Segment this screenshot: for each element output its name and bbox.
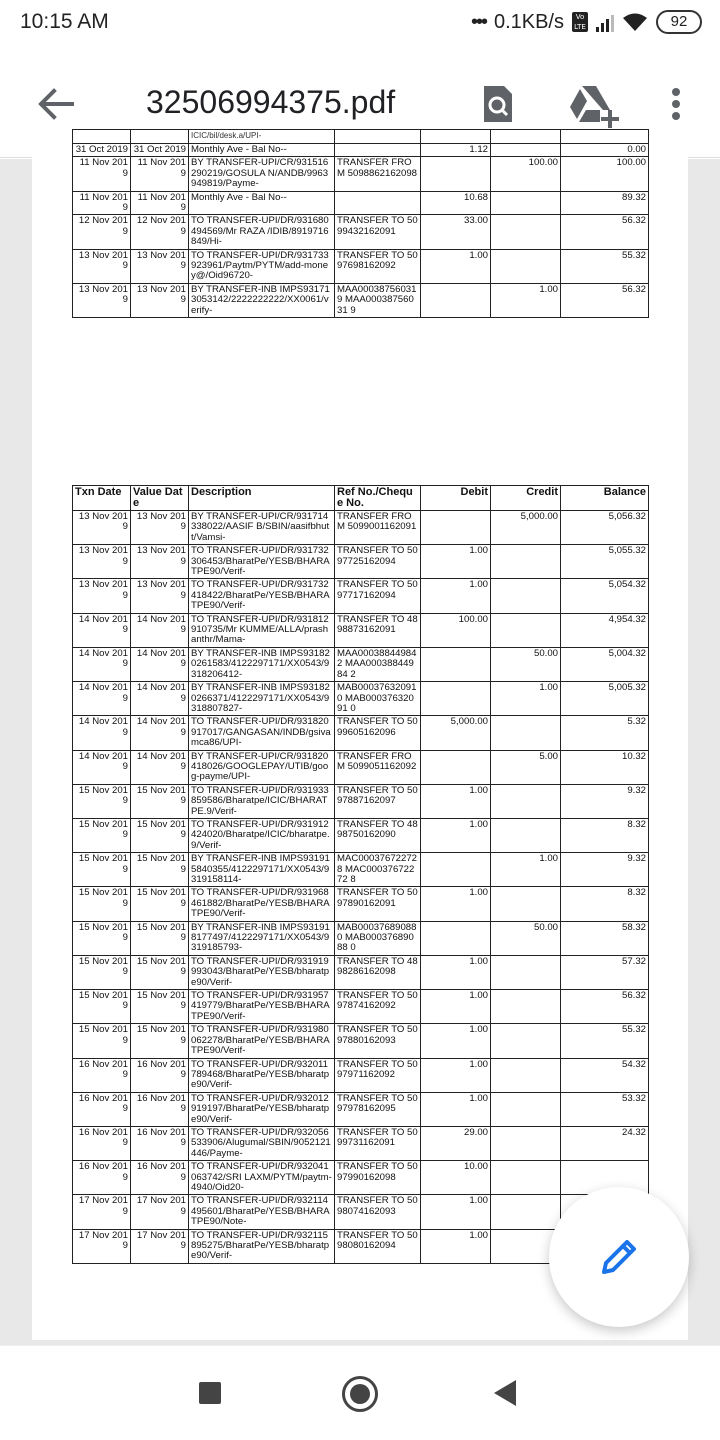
- table-row: [73, 750, 649, 784]
- ref-cell: TRANSFER TO 5099432162091: [335, 215, 421, 249]
- balance-cell: 9.32: [561, 784, 649, 818]
- header-txn-date: Txn Date: [73, 486, 131, 511]
- ref-cell: TRANSFER TO 5097725162094: [335, 545, 421, 579]
- table-row: [73, 647, 649, 681]
- ref-cell: MAB00037632091 0 MAB00037632091 0: [335, 682, 421, 716]
- value-date-cell: 14 Nov 2019: [131, 716, 189, 750]
- table-row: [73, 249, 649, 283]
- credit-cell: 1.00: [491, 853, 561, 887]
- table-row: [73, 283, 649, 317]
- txn-date-cell: 14 Nov 2019: [73, 613, 131, 647]
- txn-date-cell: 14 Nov 2019: [73, 750, 131, 784]
- debit-cell: [421, 750, 491, 784]
- balance-cell: 5,004.32: [561, 647, 649, 681]
- balance-cell: 5,056.32: [561, 511, 649, 545]
- statement-table-page-2: [72, 485, 649, 1264]
- table-row: [73, 955, 649, 989]
- debit-cell: 1.00: [421, 579, 491, 613]
- value-date-cell: 15 Nov 2019: [131, 1024, 189, 1058]
- balance-cell: 4,954.32: [561, 613, 649, 647]
- drive-add-icon[interactable]: [566, 80, 620, 128]
- table-row: [73, 990, 649, 1024]
- description-cell: TO TRANSFER-UPI/DR/932041063742/SRI LAXM/PYTM/paytm-4940/Oid20-: [189, 1161, 335, 1195]
- balance-cell: 8.32: [561, 887, 649, 921]
- table-row: [73, 157, 649, 191]
- balance-cell: 56.32: [561, 215, 649, 249]
- description-cell: TO TRANSFER-UPI/DR/931980062278/BharatPe/YESB/BHARATPE90/Verif-: [189, 1024, 335, 1058]
- value-date-cell: 16 Nov 2019: [131, 1126, 189, 1160]
- header-credit: Credit: [491, 486, 561, 511]
- txn-date-cell: 14 Nov 2019: [73, 647, 131, 681]
- table-row: [73, 887, 649, 921]
- debit-cell: [421, 647, 491, 681]
- debit-cell: 10.68: [421, 191, 491, 215]
- debit-cell: 1.00: [421, 249, 491, 283]
- ref-cell: TRANSFER TO 5097971162092: [335, 1058, 421, 1092]
- back-triangle-icon[interactable]: [494, 1380, 516, 1406]
- txn-date-cell: 16 Nov 2019: [73, 1126, 131, 1160]
- value-date-cell: 11 Nov 2019: [131, 157, 189, 191]
- debit-cell: 1.00: [421, 545, 491, 579]
- credit-cell: [491, 955, 561, 989]
- ref-cell: TRANSFER TO 4898873162091: [335, 613, 421, 647]
- description-cell: BY TRANSFER-INB IMPS931820261583/4122297171/XX0543/9318206412-: [189, 647, 335, 681]
- credit-cell: [491, 1161, 561, 1195]
- txn-date-cell: 31 Oct 2019: [73, 144, 131, 157]
- ref-cell: TRANSFER TO 5097887162097: [335, 784, 421, 818]
- description-cell: TO TRANSFER-UPI/DR/932056533906/Alugumal/SBIN/9052121446/Payme-: [189, 1126, 335, 1160]
- value-date-cell: 14 Nov 2019: [131, 613, 189, 647]
- ref-cell: TRANSFER TO 4898286162098: [335, 955, 421, 989]
- debit-cell: 1.00: [421, 1058, 491, 1092]
- table-row: [73, 853, 649, 887]
- description-cell: TO TRANSFER-UPI/DR/931912424020/Bharatpe/ICIC/bharatpe.9/Verif-: [189, 818, 335, 852]
- debit-cell: 1.00: [421, 1229, 491, 1263]
- txn-date-cell: 17 Nov 2019: [73, 1229, 131, 1263]
- table-row: [73, 921, 649, 955]
- ref-cell: [335, 191, 421, 215]
- description-cell: TO TRANSFER-UPI/DR/932012919197/BharatPe/YESB/bharatpe90/Verif-: [189, 1092, 335, 1126]
- table-row: [73, 818, 649, 852]
- balance-cell: 89.32: [561, 191, 649, 215]
- credit-cell: 1.00: [491, 283, 561, 317]
- debit-cell: [421, 283, 491, 317]
- header-value-date: Value Date: [131, 486, 189, 511]
- header-ref: Ref No./Cheque No.: [335, 486, 421, 511]
- table-row: [73, 1092, 649, 1126]
- credit-cell: [491, 579, 561, 613]
- value-date-cell: 15 Nov 2019: [131, 853, 189, 887]
- debit-cell: 1.00: [421, 818, 491, 852]
- value-date-cell: 13 Nov 2019: [131, 283, 189, 317]
- debit-cell: 5,000.00: [421, 716, 491, 750]
- description-cell: TO TRANSFER-UPI/DR/932114495601/BharatPe/YESB/BHARATPE90/Note-: [189, 1195, 335, 1229]
- balance-cell: 57.32: [561, 955, 649, 989]
- credit-cell: [491, 784, 561, 818]
- system-nav-bar: [0, 1345, 720, 1440]
- txn-date-cell: 13 Nov 2019: [73, 249, 131, 283]
- table-row: [73, 1058, 649, 1092]
- description-cell: BY TRANSFER-UPI/CR/931516290219/GOSULA N/ANDB/9963949819/Payme-: [189, 157, 335, 191]
- txn-date-cell: 17 Nov 2019: [73, 1195, 131, 1229]
- value-date-cell: 11 Nov 2019: [131, 191, 189, 215]
- table-row: [73, 579, 649, 613]
- credit-cell: [491, 1195, 561, 1229]
- credit-cell: 5.00: [491, 750, 561, 784]
- description-cell: TO TRANSFER-UPI/DR/931680494569/Mr RAZA /IDIB/8919716849/Hi-: [189, 215, 335, 249]
- debit-cell: [421, 921, 491, 955]
- value-date-cell: 14 Nov 2019: [131, 682, 189, 716]
- header-description: Description: [189, 486, 335, 511]
- table-row: [73, 1126, 649, 1160]
- cut-description: ICIC/bil/desk.a/UPI-: [189, 130, 335, 144]
- value-date-cell: 15 Nov 2019: [131, 887, 189, 921]
- txn-date-cell: 11 Nov 2019: [73, 157, 131, 191]
- table-row: [73, 1161, 649, 1195]
- ref-cell: TRANSFER TO 5099731162091: [335, 1126, 421, 1160]
- balance-cell: 5,054.32: [561, 579, 649, 613]
- debit-cell: [421, 682, 491, 716]
- balance-cell: 100.00: [561, 157, 649, 191]
- value-date-cell: 14 Nov 2019: [131, 647, 189, 681]
- table-row: [73, 613, 649, 647]
- txn-date-cell: 13 Nov 2019: [73, 545, 131, 579]
- debit-cell: 1.00: [421, 1195, 491, 1229]
- table-row: [73, 130, 649, 144]
- txn-date-cell: 13 Nov 2019: [73, 511, 131, 545]
- txn-date-cell: 15 Nov 2019: [73, 818, 131, 852]
- value-date-cell: 17 Nov 2019: [131, 1229, 189, 1263]
- txn-date-cell: 15 Nov 2019: [73, 887, 131, 921]
- header-debit: Debit: [421, 486, 491, 511]
- edit-fab-button[interactable]: [549, 1187, 689, 1327]
- debit-cell: 1.00: [421, 1092, 491, 1126]
- balance-cell: 56.32: [561, 283, 649, 317]
- table-row: [73, 215, 649, 249]
- status-time: 10:15 AM: [20, 10, 109, 33]
- balance-cell: 5,005.32: [561, 682, 649, 716]
- recents-square-icon[interactable]: [199, 1382, 221, 1404]
- balance-cell: 10.32: [561, 750, 649, 784]
- ref-cell: TRANSFER TO 5097880162093: [335, 1024, 421, 1058]
- debit-cell: 1.12: [421, 144, 491, 157]
- ref-cell: MAA00038756031 9 MAA00038756031 9: [335, 283, 421, 317]
- ref-cell: TRANSFER TO 5098080162094: [335, 1229, 421, 1263]
- table-row: [73, 682, 649, 716]
- credit-cell: 50.00: [491, 647, 561, 681]
- value-date-cell: 15 Nov 2019: [131, 784, 189, 818]
- statement-table-page-1: [72, 129, 649, 318]
- ref-cell: TRANSFER FROM 5098862162098: [335, 157, 421, 191]
- table-row: [73, 784, 649, 818]
- credit-cell: [491, 818, 561, 852]
- ref-cell: TRANSFER TO 5097990162098: [335, 1161, 421, 1195]
- value-date-cell: 15 Nov 2019: [131, 990, 189, 1024]
- value-date-cell: 16 Nov 2019: [131, 1092, 189, 1126]
- txn-date-cell: 15 Nov 2019: [73, 853, 131, 887]
- value-date-cell: 16 Nov 2019: [131, 1161, 189, 1195]
- description-cell: BY TRANSFER-INB IMPS931713053142/2222222222/XX0061/verify-: [189, 283, 335, 317]
- credit-cell: [491, 1092, 561, 1126]
- credit-cell: [491, 990, 561, 1024]
- balance-cell: 5,055.32: [561, 545, 649, 579]
- debit-cell: [421, 853, 491, 887]
- txn-date-cell: 12 Nov 2019: [73, 215, 131, 249]
- value-date-cell: 16 Nov 2019: [131, 1058, 189, 1092]
- more-vert-icon[interactable]: [660, 80, 692, 128]
- value-date-cell: 15 Nov 2019: [131, 955, 189, 989]
- value-date-cell: 12 Nov 2019: [131, 215, 189, 249]
- volte-icon: Vo LTE: [572, 12, 588, 32]
- value-date-cell: 15 Nov 2019: [131, 921, 189, 955]
- debit-cell: 29.00: [421, 1126, 491, 1160]
- status-bar: [0, 0, 720, 50]
- value-date-cell: 13 Nov 2019: [131, 545, 189, 579]
- debit-cell: 33.00: [421, 215, 491, 249]
- ref-cell: TRANSFER FROM 5099001162091: [335, 511, 421, 545]
- balance-cell: 24.32: [561, 1126, 649, 1160]
- txn-date-cell: 16 Nov 2019: [73, 1092, 131, 1126]
- description-cell: TO TRANSFER-UPI/DR/931968461882/BharatPe/YESB/BHARATPE90/Verif-: [189, 887, 335, 921]
- balance-cell: 55.32: [561, 249, 649, 283]
- credit-cell: [491, 249, 561, 283]
- table-row: [73, 511, 649, 545]
- txn-date-cell: 14 Nov 2019: [73, 716, 131, 750]
- description-cell: Monthly Ave - Bal No--: [189, 144, 335, 157]
- ref-cell: MAC00037672272 8 MAC00037672272 8: [335, 853, 421, 887]
- table-row: [73, 716, 649, 750]
- table-row: [73, 144, 649, 157]
- ref-cell: MAA00038844984 2 MAA00038844984 2: [335, 647, 421, 681]
- txn-date-cell: 16 Nov 2019: [73, 1058, 131, 1092]
- dots-icon: •••: [470, 10, 486, 33]
- status-indicators: [471, 10, 702, 34]
- description-cell: TO TRANSFER-UPI/DR/931957419779/BharatPe/YESB/BHARATPE90/Verif-: [189, 990, 335, 1024]
- description-cell: Monthly Ave - Bal No--: [189, 191, 335, 215]
- credit-cell: [491, 1024, 561, 1058]
- ref-cell: MAB00037689088 0 MAB00037689088 0: [335, 921, 421, 955]
- ref-cell: TRANSFER TO 5097717162094: [335, 579, 421, 613]
- credit-cell: 50.00: [491, 921, 561, 955]
- ref-cell: TRANSFER TO 5097698162092: [335, 249, 421, 283]
- debit-cell: 1.00: [421, 1024, 491, 1058]
- value-date-cell: 15 Nov 2019: [131, 818, 189, 852]
- pencil-edit-icon: [597, 1235, 641, 1279]
- txn-date-cell: 13 Nov 2019: [73, 579, 131, 613]
- description-cell: BY TRANSFER-INB IMPS931915840355/4122297171/XX0543/9319158114-: [189, 853, 335, 887]
- description-cell: TO TRANSFER-UPI/DR/932011789468/BharatPe/YESB/bharatpe90/Verif-: [189, 1058, 335, 1092]
- debit-cell: 100.00: [421, 613, 491, 647]
- description-cell: BY TRANSFER-UPI/CR/931714338022/AASIF B/SBIN/aasifbhutt/Vamsi-: [189, 511, 335, 545]
- description-cell: BY TRANSFER-INB IMPS931918177497/4122297171/XX0543/9319185793-: [189, 921, 335, 955]
- debit-cell: 1.00: [421, 784, 491, 818]
- ref-cell: TRANSFER FROM 5099051162092: [335, 750, 421, 784]
- balance-cell: 53.32: [561, 1092, 649, 1126]
- home-circle-icon[interactable]: [342, 1376, 378, 1412]
- value-date-cell: 13 Nov 2019: [131, 249, 189, 283]
- description-cell: TO TRANSFER-UPI/DR/931732306453/BharatPe/YESB/BHARATPE90/Verif-: [189, 545, 335, 579]
- ref-cell: TRANSFER TO 5097874162092: [335, 990, 421, 1024]
- description-cell: TO TRANSFER-UPI/DR/931919993043/BharatPe/YESB/bharatpe90/Verif-: [189, 955, 335, 989]
- balance-cell: 54.32: [561, 1058, 649, 1092]
- ref-cell: TRANSFER TO 5099605162096: [335, 716, 421, 750]
- table-row: [73, 191, 649, 215]
- signal-icon: [596, 12, 614, 32]
- document-title: 32506994375.pdf: [146, 84, 396, 120]
- table-row: [73, 1024, 649, 1058]
- balance-cell: 55.32: [561, 1024, 649, 1058]
- debit-cell: [421, 157, 491, 191]
- credit-cell: 1.00: [491, 682, 561, 716]
- description-cell: TO TRANSFER-UPI/DR/931732418422/BharatPe/YESB/BHARATPE90/Verif-: [189, 579, 335, 613]
- description-cell: TO TRANSFER-UPI/DR/931812910735/Mr KUMME/ALLA/prashanthr/Mama-: [189, 613, 335, 647]
- credit-cell: [491, 191, 561, 215]
- txn-date-cell: 13 Nov 2019: [73, 283, 131, 317]
- description-cell: BY TRANSFER-INB IMPS931820266371/4122297171/XX0543/9318807827-: [189, 682, 335, 716]
- txn-date-cell: 14 Nov 2019: [73, 682, 131, 716]
- arrow-back-icon[interactable]: [32, 80, 80, 128]
- description-cell: TO TRANSFER-UPI/DR/931933859586/Bharatpe/ICIC/BHARATPE.9/Verif-: [189, 784, 335, 818]
- txn-date-cell: 11 Nov 2019: [73, 191, 131, 215]
- credit-cell: [491, 545, 561, 579]
- debit-cell: 1.00: [421, 887, 491, 921]
- balance-cell: 9.32: [561, 853, 649, 887]
- debit-cell: 1.00: [421, 955, 491, 989]
- credit-cell: [491, 144, 561, 157]
- ref-cell: TRANSFER TO 4898750162090: [335, 818, 421, 852]
- credit-cell: [491, 887, 561, 921]
- credit-cell: [491, 1058, 561, 1092]
- header-balance: Balance: [561, 486, 649, 511]
- value-date-cell: 13 Nov 2019: [131, 511, 189, 545]
- search-document-icon[interactable]: [474, 80, 522, 128]
- battery-icon: 92: [656, 10, 702, 34]
- debit-cell: 1.00: [421, 990, 491, 1024]
- wifi-icon: [622, 12, 648, 32]
- ref-cell: [335, 144, 421, 157]
- balance-cell: 0.00: [561, 144, 649, 157]
- ref-cell: TRANSFER TO 5097890162091: [335, 887, 421, 921]
- description-cell: TO TRANSFER-UPI/DR/931820917017/GANGASAN/INDB/gsivamca86/UPI-: [189, 716, 335, 750]
- balance-cell: 8.32: [561, 818, 649, 852]
- value-date-cell: 17 Nov 2019: [131, 1195, 189, 1229]
- value-date-cell: 14 Nov 2019: [131, 750, 189, 784]
- credit-cell: [491, 215, 561, 249]
- ref-cell: TRANSFER TO 5097978162095: [335, 1092, 421, 1126]
- debit-cell: 10.00: [421, 1161, 491, 1195]
- txn-date-cell: 15 Nov 2019: [73, 1024, 131, 1058]
- txn-date-cell: 15 Nov 2019: [73, 955, 131, 989]
- description-cell: TO TRANSFER-UPI/DR/932115895275/BharatPe/YESB/bharatpe90/Verif-: [189, 1229, 335, 1263]
- txn-date-cell: 15 Nov 2019: [73, 784, 131, 818]
- credit-cell: 100.00: [491, 157, 561, 191]
- value-date-cell: 31 Oct 2019: [131, 144, 189, 157]
- txn-date-cell: 15 Nov 2019: [73, 921, 131, 955]
- credit-cell: [491, 613, 561, 647]
- credit-cell: 5,000.00: [491, 511, 561, 545]
- credit-cell: [491, 1126, 561, 1160]
- balance-cell: 58.32: [561, 921, 649, 955]
- balance-cell: 5.32: [561, 716, 649, 750]
- description-cell: TO TRANSFER-UPI/DR/931733923961/Paytm/PYTM/add-money@/Oid96720-: [189, 249, 335, 283]
- ref-cell: TRANSFER TO 5098074162093: [335, 1195, 421, 1229]
- value-date-cell: 13 Nov 2019: [131, 579, 189, 613]
- debit-cell: [421, 511, 491, 545]
- network-speed: 0.1KB/s: [493, 10, 564, 33]
- table-header-row: [73, 486, 649, 511]
- credit-cell: [491, 716, 561, 750]
- pdf-viewport[interactable]: [0, 131, 720, 1345]
- table-row: [73, 545, 649, 579]
- description-cell: BY TRANSFER-UPI/CR/931820418026/GOOGLEPAY/UTIB/goog-payme/UPI-: [189, 750, 335, 784]
- txn-date-cell: 16 Nov 2019: [73, 1161, 131, 1195]
- balance-cell: 56.32: [561, 990, 649, 1024]
- txn-date-cell: 15 Nov 2019: [73, 990, 131, 1024]
